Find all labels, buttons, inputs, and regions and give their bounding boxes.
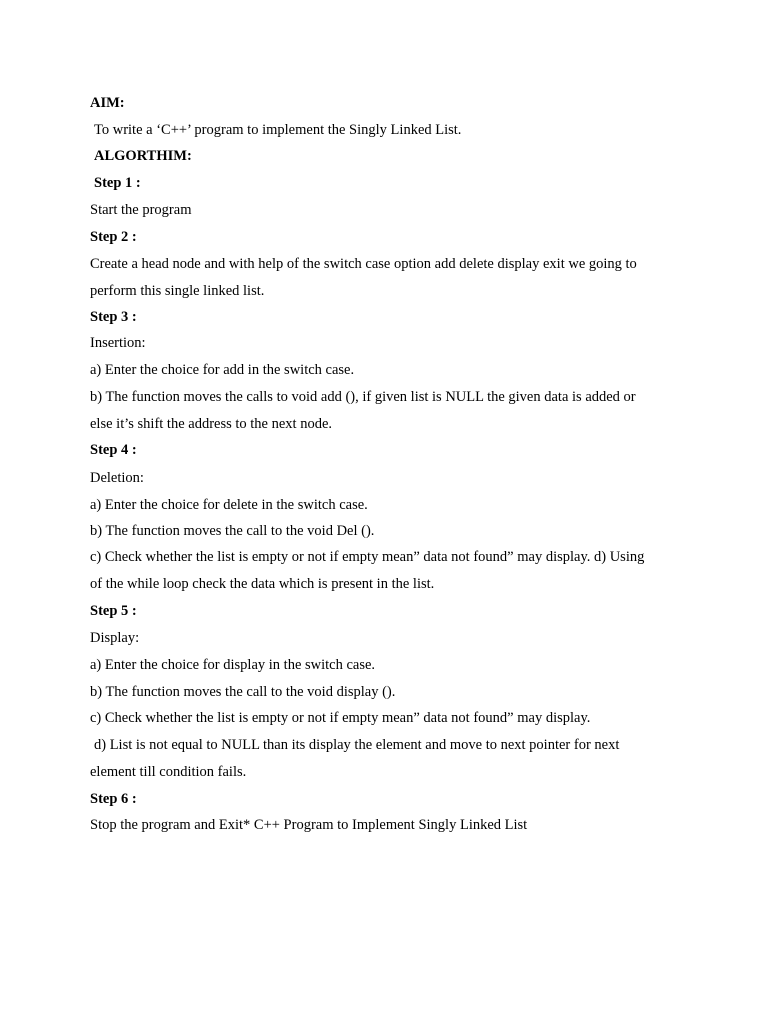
step-5-line: d) List is not equal to NULL than its display the element and move to next pointer for next	[94, 737, 620, 753]
step-1-heading: Step 1 :	[94, 175, 141, 191]
step-4-heading: Step 4 :	[90, 442, 137, 458]
step-6-heading: Step 6 :	[90, 791, 137, 807]
aim-text: To write a ‘C++’ program to implement the Singly Linked List.	[94, 122, 462, 138]
step-6-line: Stop the program and Exit* C++ Program to Implement Singly Linked List	[90, 817, 528, 833]
step-4-line: Deletion:	[90, 470, 144, 486]
step-3-heading: Step 3 :	[90, 309, 137, 325]
aim-heading: AIM:	[90, 95, 125, 111]
step-2-line: Create a head node and with help of the switch case option add delete display exit we going to	[90, 256, 637, 272]
step-5-line: b) The function moves the call to the void display ().	[90, 684, 396, 700]
step-5-line: element till condition fails.	[90, 764, 247, 780]
step-5-heading: Step 5 :	[90, 603, 137, 619]
step-3-line: else it’s shift the address to the next node.	[90, 416, 333, 432]
step-3-line: Insertion:	[90, 335, 146, 351]
step-4-line: c) Check whether the list is empty or not if empty mean” data not found” may display. d) Using	[90, 549, 645, 565]
step-1-line: Start the program	[90, 202, 192, 218]
step-4-line: of the while loop check the data which is present in the list.	[90, 576, 435, 592]
step-4-line: b) The function moves the call to the void Del ().	[90, 523, 375, 539]
step-2-heading: Step 2 :	[90, 229, 137, 245]
step-5-line: a) Enter the choice for display in the switch case.	[90, 657, 376, 673]
step-3-line: a) Enter the choice for add in the switch case.	[90, 362, 355, 378]
step-2-line: perform this single linked list.	[90, 283, 265, 299]
step-4-line: a) Enter the choice for delete in the switch case.	[90, 497, 368, 513]
step-5-line: Display:	[90, 630, 140, 646]
step-3-line: b) The function moves the calls to void add (), if given list is NULL the given data is added or	[90, 389, 636, 405]
algorithm-heading: ALGORTHIM:	[94, 148, 192, 164]
step-5-line: c) Check whether the list is empty or not if empty mean” data not found” may display.	[90, 710, 591, 726]
